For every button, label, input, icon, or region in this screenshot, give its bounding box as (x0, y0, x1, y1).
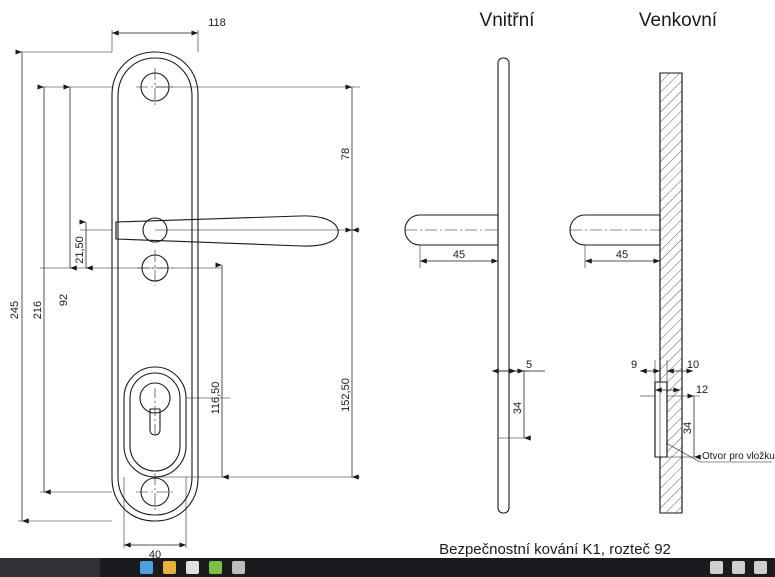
front-view-cylinder-escutcheon (124, 367, 186, 477)
inner-view-dimension-lines (420, 261, 524, 438)
dim-label-outer-12: 12 (695, 384, 709, 396)
dim-label-78: 78 (340, 147, 352, 161)
dim-label-outer-10: 10 (686, 359, 700, 371)
drawing-caption: Bezpečnostní kování K1, rozteč 92 (439, 541, 671, 558)
taskbar-start-button[interactable] (0, 558, 100, 577)
dim-label-216: 216 (32, 300, 44, 320)
outer-view-geometry (570, 73, 682, 513)
taskbar-tray (710, 561, 775, 574)
outer-view-title: Venkovní (638, 10, 718, 31)
front-view-extension-lines (18, 30, 360, 548)
dim-label-92: 92 (58, 293, 70, 307)
dim-label-outer-34: 34 (682, 421, 694, 435)
os-taskbar[interactable] (0, 558, 775, 577)
tray-icon-battery[interactable] (754, 561, 767, 574)
dim-label-inner-45: 45 (452, 249, 466, 261)
front-view-outline (112, 52, 198, 521)
dim-label-outer-9: 9 (630, 359, 638, 371)
dim-label-118: 118 (208, 17, 226, 29)
front-view-screw-hole-bottom (136, 473, 174, 511)
inner-view-title: Vnitřní (479, 10, 535, 31)
taskbar-icon-folder[interactable] (163, 561, 176, 574)
taskbar-icon-doc[interactable] (232, 561, 245, 574)
dim-label-245: 245 (9, 300, 21, 320)
inner-view-geometry (405, 58, 509, 513)
tray-icon-network[interactable] (710, 561, 723, 574)
outer-view-cylinder-hole (655, 382, 667, 457)
dim-label-inner-34: 34 (512, 401, 524, 415)
inner-view-extension-lines (420, 245, 545, 438)
taskbar-icon-app[interactable] (209, 561, 222, 574)
front-view-dimension-lines (22, 33, 352, 545)
dim-label-40: 40 (148, 549, 162, 558)
tray-icon-volume[interactable] (732, 561, 745, 574)
taskbar-icon-mail[interactable] (186, 561, 199, 574)
taskbar-icon-browser[interactable] (140, 561, 153, 574)
dim-label-outer-45: 45 (615, 249, 629, 261)
outer-view-note: Otvor pro vložku (702, 451, 775, 462)
dim-label-inner-5: 5 (525, 359, 533, 371)
front-view-handle-lever (116, 216, 338, 246)
dim-label-2150: 21,50 (74, 236, 86, 264)
dim-label-11650: 116,50 (210, 381, 222, 415)
taskbar-icon-group (100, 561, 245, 574)
dim-label-15250: 152,50 (340, 378, 352, 412)
